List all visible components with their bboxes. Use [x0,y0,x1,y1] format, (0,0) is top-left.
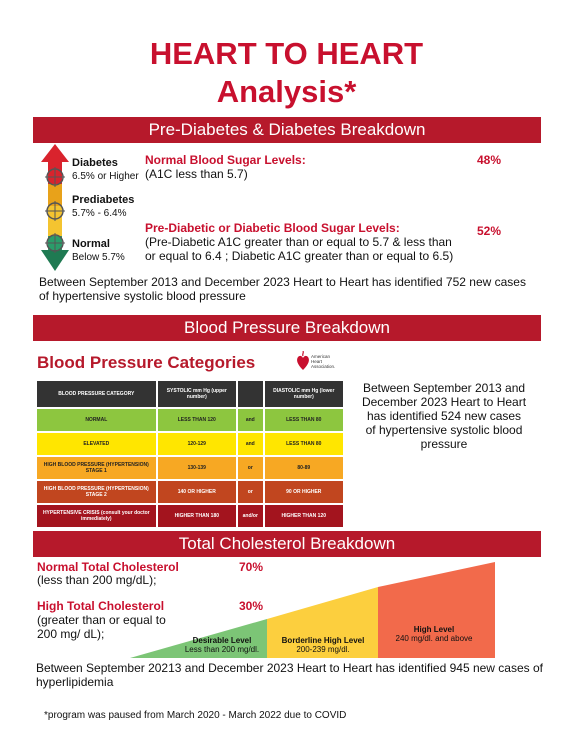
bp-systolic-cell: HIGHER THAN 180 [158,505,236,527]
bp-category-cell: ELEVATED [37,433,156,455]
covid-footnote: *program was paused from March 2020 - March 2022 due to COVID [44,710,347,721]
bp-systolic-cell: 130-139 [158,457,236,479]
cholesterol-note-1: Between September 20213 and December 2023 Heart to Heart has identified 945 new cases of [36,661,543,675]
desirable-level-label [170,636,274,654]
legend-normal [72,238,125,264]
high-chol-detail-2: 200 mg/ dL); [37,627,105,641]
bp-table-row [37,409,343,431]
high-level-name: High Level [413,625,455,634]
bp-note-line: of hypertensive systolic blood [365,423,523,437]
aha-heart-torch-icon [296,351,310,371]
high-chol-detail-1: (greater than or equal to [37,613,166,627]
borderline-level-range: 200-239 mg/dl. [296,645,350,654]
desirable-level-name: Desirable Level [192,636,252,645]
high-chol-percent: 30% [239,599,264,613]
prediabetic-detail-1: (Pre-Diabetic A1C greater than or equal to 5.7 & less than [145,235,452,249]
legend-diabetes [72,157,139,183]
prediabetic-percent: 52% [477,224,502,238]
normal-sugar-percent: 48% [477,153,502,167]
header-category: BLOOD PRESSURE CATEGORY [37,381,156,407]
bp-category-cell: HYPERTENSIVE CRISIS (consult your doctor immediately) [37,505,156,527]
bp-note-line: has identified 524 new cases [366,409,522,423]
legend-prediabetes-label: Prediabetes [72,194,135,206]
legend-normal-label: Normal [72,238,110,250]
bp-systolic-cell: LESS THAN 120 [158,409,236,431]
bp-diastolic-cell: LESS THAN 80 [265,433,343,455]
page-title: HEART TO HEART [149,36,424,71]
diabetes-section-header: Pre-Diabetes & Diabetes Breakdown [33,117,541,143]
bp-join-cell: and [238,409,263,431]
bp-table-header [37,381,343,407]
header-join [238,381,263,407]
bp-categories-table [37,381,343,529]
legend-diabetes-label: Diabetes [72,157,118,169]
high-level-segment [378,562,495,658]
bp-category-cell: HIGH BLOOD PRESSURE (HYPERTENSION) STAGE 2 [37,481,156,503]
normal-chol-heading: Normal Total Cholesterol [37,560,179,574]
bp-category-cell: HIGH BLOOD PRESSURE (HYPERTENSION) STAGE 1 [37,457,156,479]
normal-chol-percent: 70% [239,560,264,574]
normal-sugar-detail: (A1C less than 5.7) [145,167,248,181]
bp-note-line: Between September 2013 and [362,381,526,395]
bp-systolic-cell: 140 OR HIGHER [158,481,236,503]
diabetes-note-2: of hypertensive systolic blood pressure [39,289,246,303]
desirable-level-range: Less than 200 mg/dl. [184,645,260,654]
bp-note [360,381,528,451]
cholesterol-section-header: Total Cholesterol Breakdown [33,531,541,557]
bp-note-line: December 2023 Heart to Heart [361,395,527,409]
high-level-range: 240 mg/dl. and above [395,634,473,643]
bp-join-cell: or [238,481,263,503]
bp-systolic-cell: 120-129 [158,433,236,455]
bp-category-cell: NORMAL [37,409,156,431]
bp-join-cell: or [238,457,263,479]
high-level-label [392,625,476,643]
cholesterol-note-2: hyperlipidemia [36,675,114,689]
prediabetic-heading: Pre-Diabetic or Diabetic Blood Sugar Levels: [145,221,400,235]
bp-table-row [37,505,343,527]
high-chol-heading: High Total Cholesterol [37,599,165,613]
bp-diastolic-cell: HIGHER THAN 120 [265,505,343,527]
bp-table-row [37,433,343,455]
a1c-arrow-graphic [40,144,70,272]
header-diastolic: DIASTOLIC mm Hg (lower number) [265,381,343,407]
bp-join-cell: and/or [238,505,263,527]
bp-diastolic-cell: 80-89 [265,457,343,479]
page-subtitle: Analysis* [216,74,357,109]
legend-prediabetes-range: 5.7% - 6.4% [72,208,127,219]
normal-sugar-heading: Normal Blood Sugar Levels: [145,153,306,167]
header-systolic: SYSTOLIC mm Hg (upper number) [158,381,236,407]
bp-diastolic-cell: 90 OR HIGHER [265,481,343,503]
borderline-level-label [270,636,376,654]
prediabetic-detail-2: or equal to 6.4 ; Diabetic A1C greater than or equal to 6.5) [145,249,454,263]
bp-section-header: Blood Pressure Breakdown [33,315,541,341]
legend-normal-range: Below 5.7% [72,252,125,263]
bp-chart-title: Blood Pressure Categories [37,353,256,372]
borderline-level-name: Borderline High Level [281,636,365,645]
aha-logo-text: American Heart Association. [311,354,336,369]
diabetes-note-1: Between September 2013 and December 2023 Heart to Heart has identified 752 new cases [39,275,526,289]
bp-diastolic-cell: LESS THAN 80 [265,409,343,431]
legend-prediabetes [72,194,134,220]
legend-diabetes-range: 6.5% or Higher [72,171,139,182]
bp-note-line: pressure [420,437,468,451]
bp-table-row [37,457,343,479]
bp-join-cell: and [238,433,263,455]
normal-chol-detail: (less than 200 mg/dL); [37,573,157,587]
bp-table-row [37,481,343,503]
